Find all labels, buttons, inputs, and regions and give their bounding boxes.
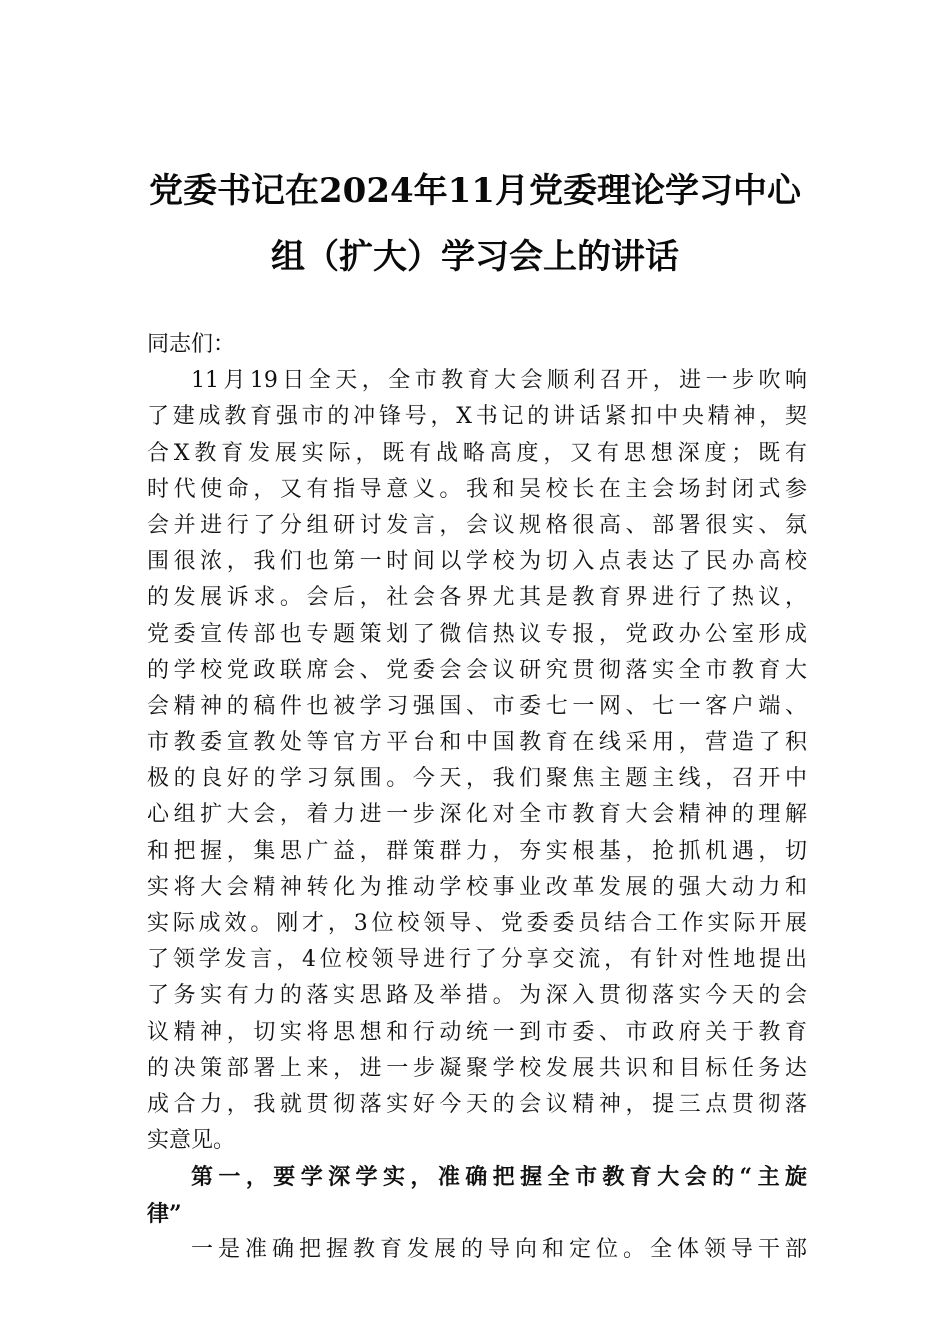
paragraph-line: 一是准确把握教育发展的导向和定位。全体领导干部 xyxy=(191,1236,807,1262)
paragraph-line: 的发展诉求。会后，社会各界尤其是教育界进行了热议， xyxy=(147,585,807,611)
paragraph-line: 党委宣传部也专题策划了微信热议专报，党政办公室形成 xyxy=(147,621,807,647)
paragraph-line: 的决策部署上来，进一步凝聚学校发展共识和目标任务达 xyxy=(147,1055,807,1081)
title-line: 组（扩大）学习会上的讲话 xyxy=(271,237,679,277)
paragraph-line: 实际成效。刚才，3位校领导、党委委员结合工作实际开展 xyxy=(147,911,807,936)
paragraph-point-one xyxy=(147,1232,807,1268)
paragraph-line: 合X教育发展实际，既有战略高度，又有思想深度；既有 xyxy=(147,440,807,466)
paragraph-line: 围很浓，我们也第一时间以学校为切入点表达了民办高校 xyxy=(147,549,807,575)
paragraph-line: 极的良好的学习氛围。今天，我们聚焦主题主线，召开中 xyxy=(147,766,807,792)
paragraph-line: 的学校党政联席会、党委会会议研究贯彻落实全市教育大 xyxy=(147,657,807,683)
paragraph-line: 实将大会精神转化为推动学校事业改革发展的强大动力和 xyxy=(147,874,807,900)
heading-line: 律” xyxy=(147,1200,182,1227)
paragraph-line: 市教委宣教处等官方平台和中国教育在线采用，营造了积 xyxy=(147,730,807,756)
section-heading-first xyxy=(147,1159,807,1231)
document-body xyxy=(147,327,807,1268)
paragraph-line: 实意见。 xyxy=(147,1128,236,1154)
paragraph-line: 议精神，切实将思想和行动统一到市委、市政府关于教育 xyxy=(147,1019,807,1045)
heading-line: 第一，要学深学实，准确把握全市教育大会的“主旋 xyxy=(191,1164,807,1191)
paragraph-line: 心组扩大会，着力进一步深化对全市教育大会精神的理解 xyxy=(147,802,807,828)
paragraph-line: 成合力，我就贯彻落实好今天的会议精神，提三点贯彻落 xyxy=(147,1091,807,1117)
salutation: 同志们： xyxy=(147,332,236,357)
paragraph-line: 了建成教育强市的冲锋号，X书记的讲话紧扣中央精神，契 xyxy=(147,404,807,430)
paragraph-line: 了领学发言，4位校领导进行了分享交流，有针对性地提出 xyxy=(147,947,807,973)
paragraph-line: 会精神的稿件也被学习强国、市委七一网、七一客户端、 xyxy=(147,693,807,719)
paragraph-intro xyxy=(147,363,807,1159)
title-line: 党委书记在2024年11月党委理论学习中心 xyxy=(149,171,801,211)
paragraph-line: 会并进行了分组研讨发言，会议规格很高、部署很实、氛 xyxy=(147,512,807,538)
paragraph-line: 和把握，集思广益，群策群力，夯实根基，抢抓机遇，切 xyxy=(147,838,807,864)
document-title xyxy=(130,158,820,290)
paragraph-line: 了务实有力的落实思路及举措。为深入贯彻落实今天的会 xyxy=(147,983,807,1009)
paragraph-line: 时代使命，又有指导意义。我和吴校长在主会场封闭式参 xyxy=(147,476,807,502)
paragraph-line: 11月19日全天，全市教育大会顺利召开，进一步吹响 xyxy=(191,368,807,394)
